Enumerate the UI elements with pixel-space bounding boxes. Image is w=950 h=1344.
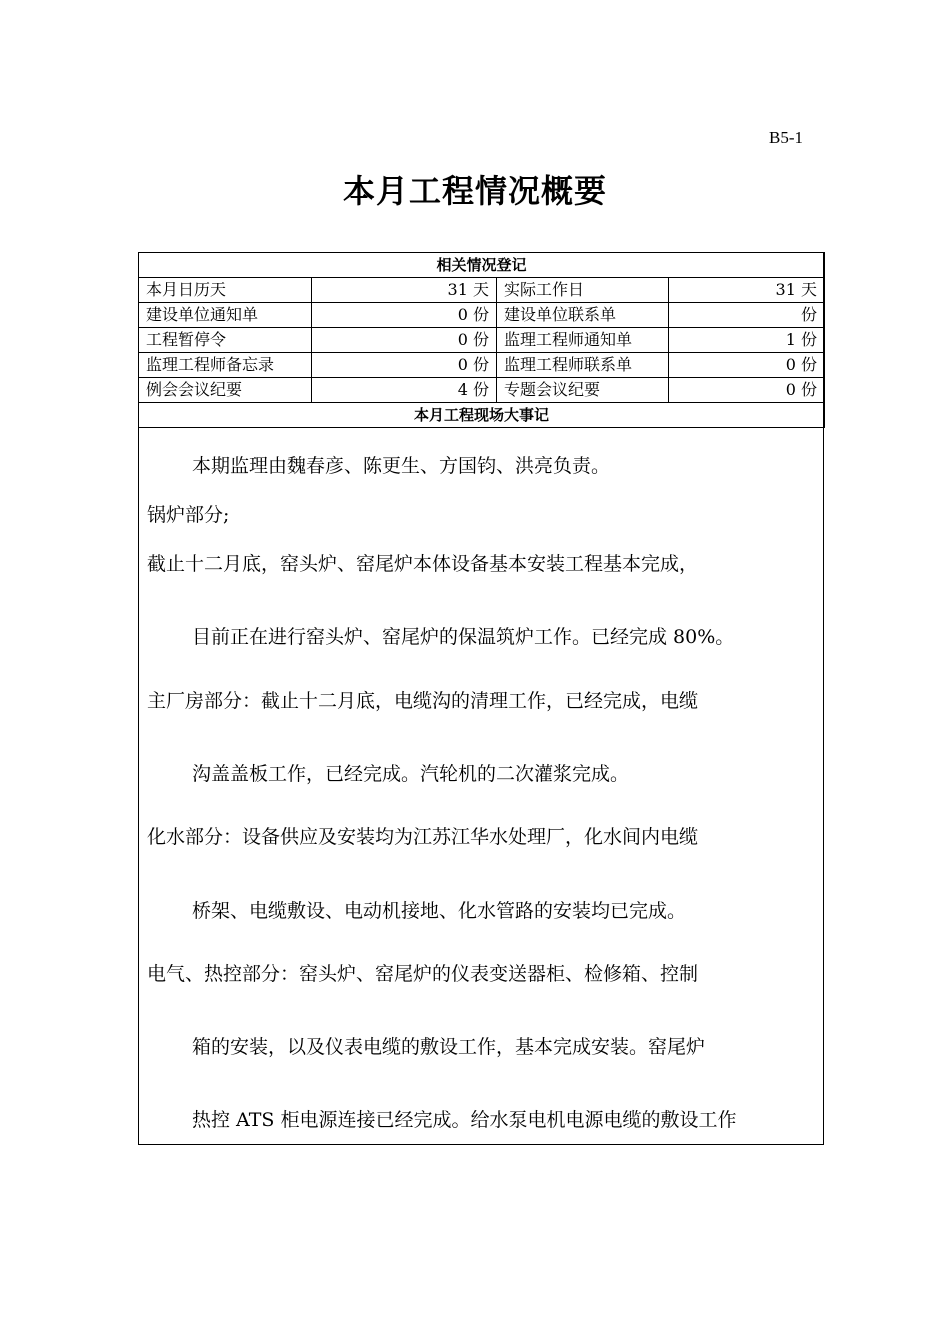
engineer-contact-label: 监理工程师联系单 [497, 353, 669, 378]
engineer-memo-value: 0 份 [312, 353, 497, 378]
engineer-notice-value: 1 份 [669, 328, 825, 353]
event-line: 电气、热控部分：窑头炉、窑尾炉的仪表变送器柜、检修箱、控制 [147, 963, 699, 985]
event-line: 目前正在进行窑头炉、窑尾炉的保温筑炉工作。已经完成 80%。 [192, 626, 735, 648]
event-line: 化水部分：设备供应及安装均为江苏江华水处理厂，化水间内电缆 [147, 826, 699, 848]
regular-minutes-label: 例会会议纪要 [139, 378, 312, 403]
table-row [139, 378, 825, 403]
event-line: 锅炉部分; [147, 504, 230, 526]
owner-notice-label: 建设单位通知单 [139, 303, 312, 328]
event-line: 本期监理由魏春彦、陈更生、方国钧、洪亮负责。 [192, 455, 611, 477]
calendar-days-value: 31 天 [312, 278, 497, 303]
event-line: 主厂房部分：截止十二月底，电缆沟的清理工作，已经完成，电缆 [147, 690, 699, 712]
event-line: 桥架、电缆敷设、电动机接地、化水管路的安装均已完成。 [192, 900, 687, 922]
engineer-memo-label: 监理工程师备忘录 [139, 353, 312, 378]
event-line: 箱的安装，以及仪表电缆的敷设工作，基本完成安装。窑尾炉 [192, 1036, 706, 1058]
events-header: 本月工程现场大事记 [139, 403, 825, 428]
table-row [139, 328, 825, 353]
owner-contact-value: 份 [669, 303, 825, 328]
stop-order-value: 0 份 [312, 328, 497, 353]
table-row [139, 353, 825, 378]
page-title: 本月工程情况概要 [342, 172, 607, 210]
registry-table [138, 252, 825, 428]
form-code: B5-1 [769, 128, 803, 147]
stop-order-label: 工程暂停令 [139, 328, 312, 353]
owner-notice-value: 0 份 [312, 303, 497, 328]
calendar-days-label: 本月日历天 [139, 278, 312, 303]
special-minutes-label: 专题会议纪要 [497, 378, 669, 403]
regular-minutes-value: 4 份 [312, 378, 497, 403]
special-minutes-value: 0 份 [669, 378, 825, 403]
registry-header: 相关情况登记 [139, 253, 825, 278]
table-row [139, 278, 825, 303]
event-line: 截止十二月底，窑头炉、窑尾炉本体设备基本安装工程基本完成， [147, 553, 699, 575]
working-days-label: 实际工作日 [497, 278, 669, 303]
event-line: 沟盖盖板工作，已经完成。汽轮机的二次灌浆完成。 [192, 763, 630, 785]
owner-contact-label: 建设单位联系单 [497, 303, 669, 328]
event-line: 热控 ATS 柜电源连接已经完成。给水泵电机电源电缆的敷设工作 [192, 1109, 737, 1131]
engineer-notice-label: 监理工程师通知单 [497, 328, 669, 353]
engineer-contact-value: 0 份 [669, 353, 825, 378]
table-row [139, 303, 825, 328]
working-days-value: 31 天 [669, 278, 825, 303]
